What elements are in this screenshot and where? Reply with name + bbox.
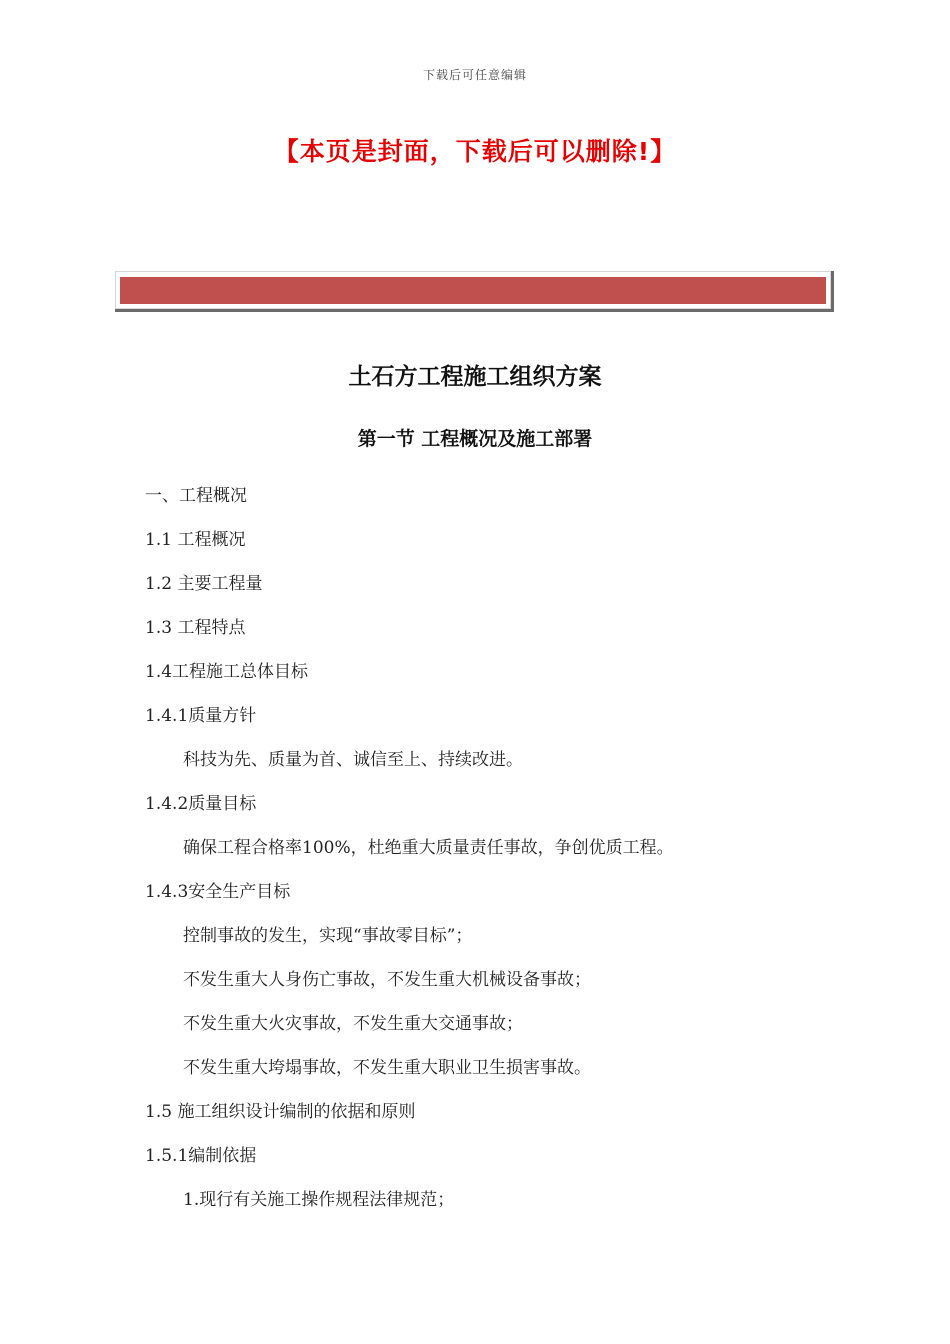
body-text: 不发生重大火灾事故，不发生重大交通事故；: [183, 1014, 523, 1034]
header-note: 下载后可任意编辑: [422, 68, 527, 82]
cover-notice: 【本页是封面，下载后可以删除!】: [273, 137, 677, 166]
banner-fill: [120, 277, 826, 304]
body-text: 不发生重大垮塌事故，不发生重大职业卫生损害事故。: [183, 1058, 591, 1078]
body-text: 确保工程合格率100%，杜绝重大质量责任事故，争创优质工程。: [183, 838, 674, 858]
body-text: 不发生重大人身伤亡事故，不发生重大机械设备事故；: [183, 970, 591, 990]
body-text: 控制事故的发生，实现“事故零目标”；: [183, 926, 473, 946]
outline-heading: 1.4.1质量方针: [145, 706, 257, 726]
outline-heading: 1.5.1编制依据: [145, 1146, 257, 1166]
outline-heading: 1.5 施工组织设计编制的依据和原则: [145, 1102, 416, 1122]
section-title: 第一节 工程概况及施工部署: [357, 428, 593, 450]
outline-heading: 一、工程概况: [145, 486, 247, 506]
outline-heading: 1.4工程施工总体目标: [145, 662, 309, 682]
outline-heading: 1.4.2质量目标: [145, 794, 257, 814]
decorative-banner: [115, 271, 834, 312]
body-text: 科技为先、质量为首、诚信至上、持续改进。: [183, 750, 523, 770]
document-title: 土石方工程施工组织方案: [348, 364, 602, 390]
outline-heading: 1.4.3安全生产目标: [145, 882, 291, 902]
outline-heading: 1.2 主要工程量: [145, 574, 263, 594]
outline-heading: 1.3 工程特点: [145, 618, 246, 638]
body-text: 1.现行有关施工操作规程法律规范；: [183, 1190, 455, 1210]
outline-heading: 1.1 工程概况: [145, 530, 246, 550]
